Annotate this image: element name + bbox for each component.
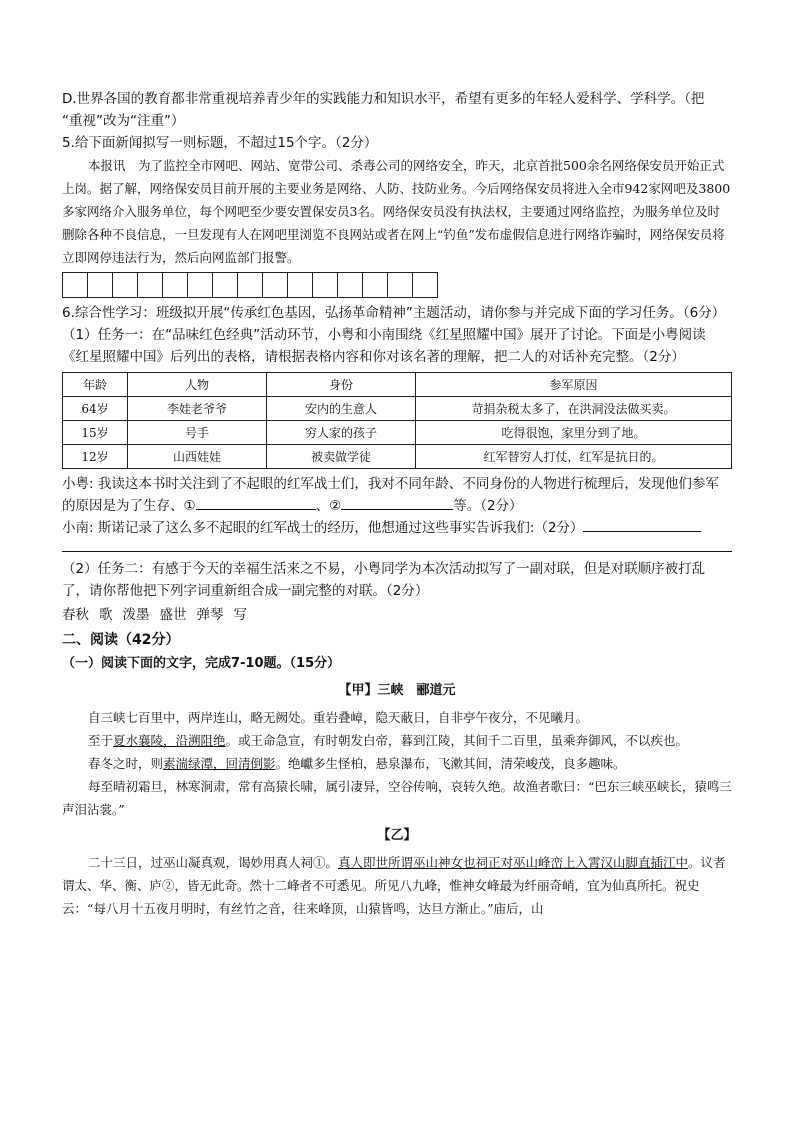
word: 歌 <box>99 607 113 623</box>
underlined-text: 真人即世所谓巫山神女也祠正对巫山峰峦上入霄汉山脚直插江中 <box>338 855 689 870</box>
col-header-age: 年龄 <box>63 373 128 397</box>
passage-jia-p2 <box>62 729 732 752</box>
text-run: 。绝巘多生怪柏，悬泉瀑布，飞漱其间，清荣峻茂，良多趣味。 <box>275 756 626 771</box>
q4-option-d-line1: D.世界各国的教育都非常重视培养青少年的实践能力和知识水平，希望有更多的年轻人爱科学、学科学。（把 <box>62 91 705 107</box>
answer-box[interactable] <box>62 272 88 298</box>
answer-box[interactable] <box>262 272 288 298</box>
exam-page <box>62 88 732 920</box>
passage-jia-p3 <box>62 752 732 775</box>
xiaoyue-text: 小粤: 我读这本书时关注到了不起眼的红军战士们，我对不同年龄、不同身份的人物进行梳理后，发现他们参军的原因是为了生存、① <box>62 476 719 514</box>
passage-jia-title: 【甲】三峡 郦道元 <box>338 683 456 698</box>
cell-identity: 安内的生意人 <box>267 397 416 421</box>
text-run: 二十三日，过巫山凝真观，谒妙用真人祠①。 <box>88 855 339 870</box>
xiaonan-dialogue <box>62 517 732 539</box>
answer-blank-2[interactable] <box>341 495 453 510</box>
q5-prompt: 5.给下面新闻拟写一则标题，不超过15个字。（2分） <box>62 135 378 151</box>
answer-line[interactable] <box>62 539 732 552</box>
col-header-identity: 身份 <box>267 373 416 397</box>
red-star-table <box>62 372 732 469</box>
q5-news-text: 本报讯 为了监控全市网吧、网站、宽带公司、杀毒公司的网络安全，昨天，北京首批500余名网络保安员开始正式上岗。据了解，网络保安员目前开展的主要业务是网络、人防、技防业务。今后网络保安员将进入全市942家网吧及3800多家网络介入服务单位，每个网吧至少要安置保安员3名。网络保安员没有执法权，主要通过网络监控，为服务单位及时删除各种不良信息，一旦发现有人在网吧里浏览不良网站或者在网上“钓鱼”发布虚假信息进行网络诈骗时，网络保安员将立即网停违法行为，然后向网监部门报警。 <box>62 158 731 265</box>
answer-box[interactable] <box>237 272 263 298</box>
word: 弹琴 <box>196 607 224 623</box>
col-header-reason: 参军原因 <box>416 373 732 397</box>
answer-box[interactable] <box>137 272 163 298</box>
xiaonan-text: 小南: 斯诺记录了这么多不起眼的红军战士的经历，他想通过这些事实告诉我们:（2分） <box>62 520 584 536</box>
answer-box[interactable] <box>112 272 138 298</box>
word: 盛世 <box>159 607 187 623</box>
cell-age: 15岁 <box>63 421 128 445</box>
answer-box[interactable] <box>287 272 313 298</box>
word: 写 <box>233 607 247 623</box>
text-run: 春冬之时，则 <box>88 756 164 771</box>
cell-age: 64岁 <box>63 397 128 421</box>
underlined-text: 夏水襄陵，沿溯阻绝 <box>113 733 226 748</box>
cell-identity: 被卖做学徒 <box>267 445 416 469</box>
xiaoyue-dialogue <box>62 473 732 517</box>
reading-section-title: 二、阅读（42分） <box>62 632 180 648</box>
answer-box[interactable] <box>387 272 413 298</box>
cell-person: 山西娃娃 <box>128 445 267 469</box>
table-row <box>63 445 732 469</box>
couplet-words <box>62 604 732 626</box>
text-run: 。或王命急宣，有时朝发白帝，暮到江陵，其间千二百里，虽乘奔御风，不以疾也。 <box>225 733 689 748</box>
cell-person: 号手 <box>128 421 267 445</box>
cell-identity: 穷人家的孩子 <box>267 421 416 445</box>
answer-blank-3[interactable] <box>583 517 701 532</box>
word: 春秋 <box>62 607 89 623</box>
q5-answer-boxes[interactable] <box>62 272 732 298</box>
underlined-text: 素湍绿潭，回清倒影 <box>163 756 276 771</box>
answer-blank-1[interactable] <box>196 495 316 510</box>
text-run: 。议者谓太、华、衡、庐②，皆无此奇。然十二峰者不可悉见。所见八九峰，惟神女峰最为纤丽奇峭，宜为仙真所托。祝史云：“每八月十五夜月明时，有丝竹之音，往来峰顶，山猿皆鸣，达旦方渐止。”庙后，山 <box>62 855 726 916</box>
col-header-person: 人物 <box>128 373 267 397</box>
answer-box[interactable] <box>187 272 213 298</box>
answer-box[interactable] <box>87 272 113 298</box>
answer-box[interactable] <box>312 272 338 298</box>
cell-reason: 苛捐杂税太多了，在洪洞没法做买卖。 <box>416 397 732 421</box>
answer-box[interactable] <box>362 272 388 298</box>
table-row <box>63 397 732 421</box>
answer-box[interactable] <box>162 272 188 298</box>
passage-jia-p1: 自三峡七百里中，两岸连山，略无阙处。重岩叠嶂，隐天蔽日，自非亭午夜分，不见曦月。 <box>88 710 589 725</box>
cell-reason: 红军替穷人打仗，红军是抗日的。 <box>416 445 732 469</box>
cell-person: 李娃老爷爷 <box>128 397 267 421</box>
cell-age: 12岁 <box>63 445 128 469</box>
table-header-row <box>63 373 732 397</box>
answer-box[interactable] <box>412 272 438 298</box>
answer-box[interactable] <box>337 272 363 298</box>
cell-reason: 吃得很饱，家里分到了地。 <box>416 421 732 445</box>
q6-task1: （1）任务一：在“品味红色经典”活动环节，小粤和小南围绕《红星照耀中国》展开了讨论。下面是小粤阅读《红星照耀中国》后列出的表格，请根据表格内容和你对该名著的理解，把二人的对话补充完整。（2分） <box>62 327 706 365</box>
text-run: 至于 <box>88 733 114 748</box>
passage-yi-p1 <box>62 851 732 920</box>
q6-prompt: 6.综合性学习：班级拟开展“传承红色基因，弘扬革命精神”主题活动，请你参与并完成下面的学习任务。（6分） <box>62 305 726 321</box>
passage-jia-p4: 每至晴初霜旦，林寒涧肃，常有高猿长啸，属引凄异，空谷传响，哀转久绝。故渔者歌曰：“巴东三峡巫峡长，猿鸣三声泪沾裳。” <box>62 779 732 817</box>
passage-yi-title: 【乙】 <box>377 828 417 843</box>
word: 泼墨 <box>122 607 150 623</box>
reading-subsection-title: （一）阅读下面的文字，完成7-10题。（15分） <box>62 656 341 671</box>
q4-option-d-line2: “重视”改为“注重”） <box>62 113 185 129</box>
xiaoyue-mid: 、② <box>315 498 342 514</box>
table-row <box>63 421 732 445</box>
answer-box[interactable] <box>212 272 238 298</box>
xiaoyue-end: 等。（2分） <box>453 498 523 514</box>
q6-task2: （2）任务二：有感于今天的幸福生活来之不易，小粤同学为本次活动拟写了一副对联，但是对联顺序被打乱了，请你帮他把下列字词重新组合成一副完整的对联。（2分） <box>62 561 706 599</box>
